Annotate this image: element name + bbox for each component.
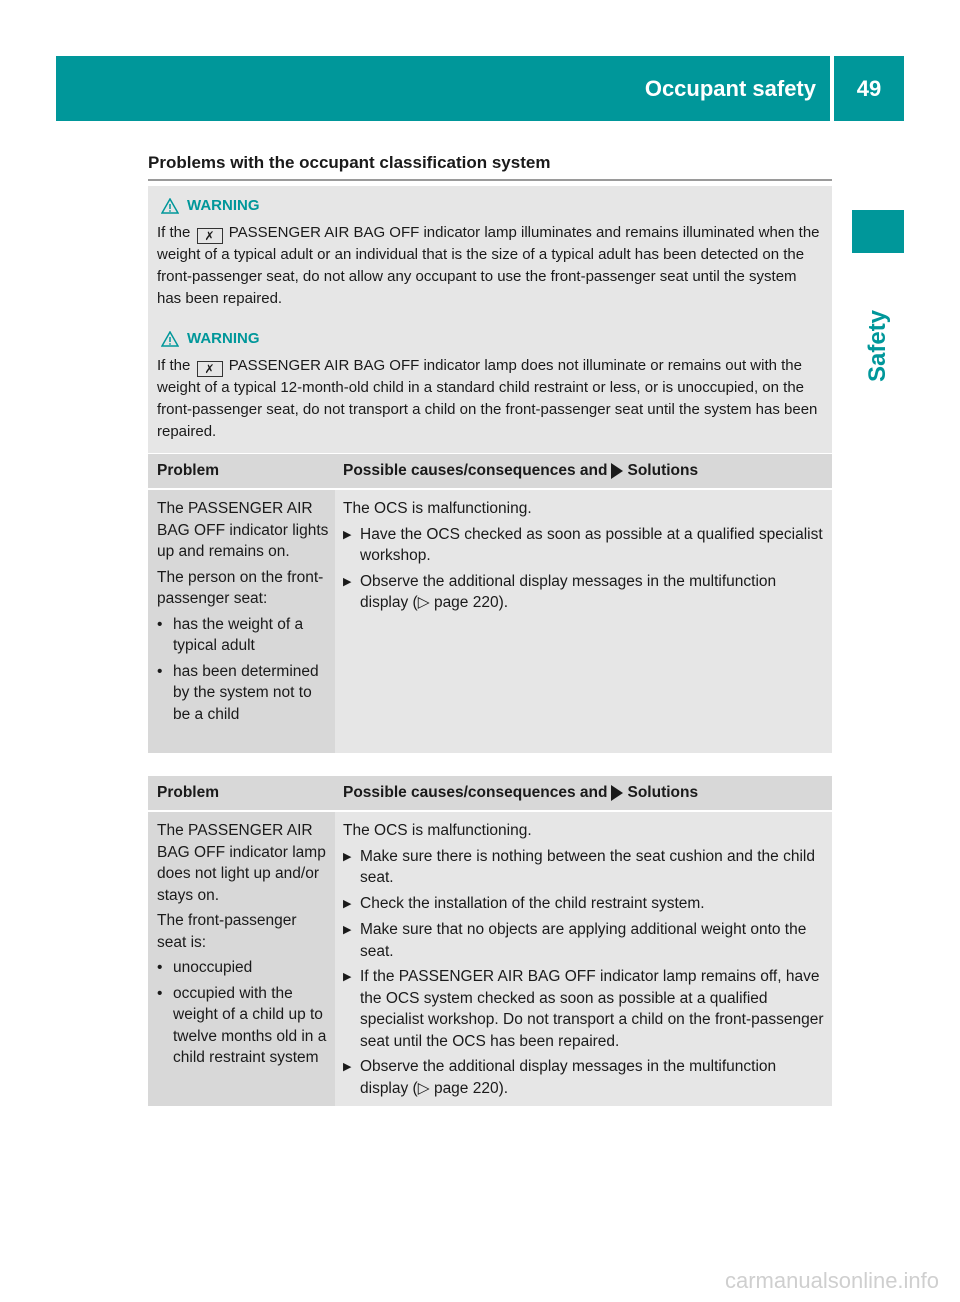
table-header	[148, 776, 832, 810]
header-bar	[56, 56, 904, 121]
solution-cell: The OCS is malfunctioning. ▶ Make sure there is nothing between the seat cushion and the child seat. ▶ Check the installation of the child restraint system. ▶ Make sure that no objects are applying additional weight onto the seat. ▶ If the PASSENGER AIR BAG OFF indicator lamp remains off, have the OCS system checked as soon as possible at a qualified specialist workshop. Do not transport a child on the front-passenger seat until the OCS has been repaired. ▶ Observe the additional display messages in the multifunction display (▷ page 220).	[335, 812, 832, 1106]
problem-cell: The PASSENGER AIR BAG OFF indicator lamp does not light up and/or stays on. The front-passenger seat is: • unoccupied • occupied with the weight of a child up to twelve months old in a child restraint system	[148, 812, 335, 1106]
step-arrow-icon: ▶	[343, 575, 352, 588]
warning-box-2	[148, 319, 832, 453]
list-item: ▶ Make sure that no objects are applying additional weight onto the seat.	[343, 919, 826, 962]
list-item: • has been determined by the system not to be a child	[157, 662, 319, 723]
warning-label: WARNING	[187, 330, 260, 347]
list-item: ▶ Check the installation of the child restraint system.	[343, 893, 826, 916]
warning-header	[157, 195, 824, 217]
solution-cell: The OCS is malfunctioning. ▶ Have the OCS checked as soon as possible at a qualified specialist workshop. ▶ Observe the additional display messages in the multifunction display (▷ page 220).	[335, 490, 832, 753]
list-item: • occupied with the weight of a child up to twelve months old in a child restraint system	[157, 984, 327, 1066]
table-row	[148, 488, 832, 753]
warning-label: WARNING	[187, 197, 260, 214]
column-header-problem: Problem	[157, 784, 220, 802]
list-item: ▶ If the PASSENGER AIR BAG OFF indicator lamp remains off, have the OCS system checked as soon as possible at a qualified specialist workshop. Do not transport a child on the front-passenger seat until the OCS has been repaired.	[343, 966, 826, 1052]
solution-arrow-icon	[611, 463, 623, 479]
problem-table-1	[148, 454, 832, 753]
column-header-solutions: Possible causes/consequences and Solutions	[343, 462, 699, 480]
warning-triangle-icon	[161, 198, 179, 214]
page-number: 49	[856, 75, 882, 101]
airbag-off-lamp-icon: ✗	[197, 228, 223, 244]
table-header	[148, 454, 832, 488]
list-item: ▶ Observe the additional display messages in the multifunction display (▷ page 220).	[343, 571, 826, 614]
list-item: ▶ Have the OCS checked as soon as possible at a qualified specialist workshop.	[343, 524, 826, 567]
header-title: Occupant safety	[644, 75, 816, 101]
problem-table-2	[148, 776, 832, 1106]
step-arrow-icon: ▶	[343, 897, 352, 910]
side-tab-label: Safety	[864, 309, 891, 382]
airbag-off-lamp-icon: ✗	[197, 361, 223, 377]
warning-header	[157, 328, 824, 350]
solution-arrow-icon	[611, 785, 623, 801]
step-arrow-icon: ▶	[343, 850, 352, 863]
list-item: ▶ Make sure there is nothing between the seat cushion and the child seat.	[343, 846, 826, 889]
table-row	[148, 810, 832, 1106]
column-header-problem: Problem	[157, 462, 220, 480]
warning-text: If the ✗ PASSENGER AIR BAG OFF indicator lamp does not illuminate or remains out with the weight of a typical 12-month-old child in a standard child restraint or less, or is unoccupied, on the front-passenger seat, do not transport a child on the front-passenger seat until the system has been repaired.	[157, 357, 818, 440]
problem-cell: The PASSENGER AIR BAG OFF indicator lights up and remains on. The person on the front-passenger seat: • has the weight of a typical adult • has been determined by the system not to be a child	[148, 490, 335, 753]
step-arrow-icon: ▶	[343, 924, 352, 936]
list-item: • has the weight of a typical adult	[157, 615, 304, 654]
step-arrow-icon: ▶	[343, 1061, 352, 1073]
list-item: • unoccupied	[157, 959, 253, 976]
warning-box-1	[148, 186, 832, 320]
section-title: Problems with the occupant classification system	[148, 153, 832, 181]
column-header-solutions: Possible causes/consequences and Solutions	[343, 784, 699, 802]
step-arrow-icon: ▶	[343, 971, 352, 983]
step-arrow-icon: ▶	[343, 528, 352, 541]
list-item: ▶ Observe the additional display messages in the multifunction display (▷ page 220).	[343, 1056, 826, 1099]
warning-triangle-icon	[161, 331, 179, 347]
side-tab-marker	[852, 210, 904, 253]
footer-watermark: carmanualsonline.info	[725, 1268, 940, 1293]
warning-text: If the ✗ PASSENGER AIR BAG OFF indicator lamp illuminates and remains illuminated when the weight of a typical adult or an individual that is the size of a typical adult has been detected on the front-passenger seat, do not allow any occupant to use the front-passenger seat until the system has been repaired.	[157, 224, 820, 307]
